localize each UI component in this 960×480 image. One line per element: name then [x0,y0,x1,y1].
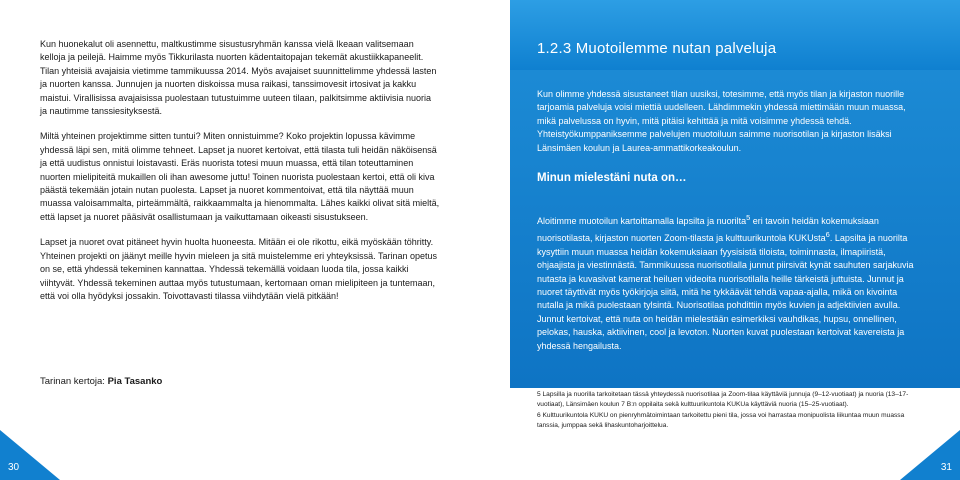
left-text-column [40,38,440,315]
right-text-column [537,88,917,167]
p2-part-b: eri tavoin heidän kokemuksiaan nuorisotilasta, kirjaston nuorten Zoom-tilasta ja kulttuurikuntola KUKUsta [537,216,879,244]
footnote-6: 6 Kulttuurikuntola KUKU on pienryhmätoimintaan tarkoitettu pieni tila, jossa voi harrastaa monipuolista liikuntaa muun muassa tanssia, jumppaa sekä lihaskuntoharjoittelua. [537,412,905,429]
page-number-right: 31 [940,462,952,473]
right-text-column-2 [537,202,917,362]
right-paragraph-2 [537,211,917,353]
page-number-left: 30 [8,462,20,473]
footnote-5: 5 Lapsilla ja nuorilla tarkoitetaan tässä yhteydessä nuorisotilaa ja Zoom-tilaa käyttäviä junnuja (9–12-vuotiaat) ja nuoria (13–17-vuotiaat), Länsimäen koulun 7 B:n oppilaita sekä kulttuurikuntola KUKUa käyttäviä nuoria (15–25-vuotiaat). [537,391,909,408]
right-page [480,0,960,480]
teller-label: Tarinan kertoja: [40,376,105,387]
left-paragraph-3: Lapset ja nuoret ovat pitäneet hyvin huolta huoneesta. Mitään ei ole rikottu, eikä myöskään töhritty. Yhteinen projekti on jäänyt meille hyvin mieleen ja sitä muistelemme eri yhteyksissä. Tarinan opetus on se, että yhdessä tekeminen kannattaa. Yhdessä tekemällä voidaan luoda tila, jossa kaikki viihtyvät. Yhdessä tekeminen auttaa myös tutustumaan, kertomaan oman mielipiteen ja tuntemaan, että voi olla hyödyksi jossakin. Toivottavasti tilassa viihdytään vielä pitkään! [40,237,438,301]
right-paragraph-1: Kun olimme yhdessä sisustaneet tilan uusiksi, totesimme, että myös tilan ja kirjaston nuorille tarjoamia palveluja voisi miettiä uudelleen. Lähdimmekin yhdessä miettimään muun muassa, mikä palvelussa on hyvin, mitä pitäisi kehittää ja mitä voisimme yhdessä tehdä. Yhteistyökumppaniksemme palvelujen muotoiluun saimme nuorisotilan ja kirjaston lisäksi Länsimäen koulun ja Laurea-ammattikorkeakoulun. [537,89,906,153]
section-header-band [510,0,960,70]
left-paragraph-1: Kun huonekalut oli asennettu, maltkustimme sisustusryhmän kanssa vielä Ikeaan valitsemaan kelloja ja peilejä. Haimme myös Tikkurilasta nuorten kädentaitopajan tekemät akustiikkapaneelit. Tilan yhteisiä avajaisia vietimme tammikuussa 2014. Myös avajaiset suunnittelimme yhdessä lasten ja nuorten kanssa. Junnujen ja nuorten diskoissa musa raikasi, tanssimovesit irtosivat ja kakku maistui. Virallisissa avajaisissa puolestaan tutustuimme uuteen tilaan, palkitsimme aktiivisia nuoria ja nautimme tanssiesityksestä. [40,39,437,117]
p2-part-c: . Lapsilta ja nuorilta kysyttiin muun muassa heidän kokemuksiaan fyysisistä tiloista, toiminnasta, ilmapiiristä, ohjaajista ja viestinnästä. Tammikuussa nuorisotilalla junnut piirsivät kynät sauhuten sarjakuvia nutasta ja kuvasivat kamerat heiluen videoita nuorisotilalla heille tärkeistä juttuista. Junnut ja nuoret täyttivät myös työkirjoja siitä, mitä he tykkäävät tehdä vapaa-ajalla, mikä on kivointa nutalla ja mikä puolestaan tylsintä. Nuorisotilaa pohdittiin myös kuvien ja adjektiivien avulla. Junnut kertoivat, että nuta on heidän mielestään esimerkiksi vauhdikas, hupsu, onnellinen, pelokas, hauska, aktiivinen, cool ja levoton. Nuorten kuvat puolestaan kertoivat kavereista ja yhdessä hengailusta. [537,233,914,351]
sub-heading: Minun mielestäni nuta on… [537,172,687,184]
p2-part-a: Aloitimme muotoilun kartoittamalla lapsilta ja nuorilta [537,216,747,226]
story-teller [40,376,162,387]
footnote-ref-6: 6 [825,230,830,240]
left-paragraph-2: Miltä yhteinen projektimme sitten tuntui? Miten onnistuimme? Koko projektin lopussa kävimme yhdessä läpi sen, mitä olimme tehneet. Lapset ja nuoret kertoivat, että tilasta tuli heidän näköisensä ja että uudistus onnistui loistavasti. Eräs nuorista totesi muun muassa, että tilan toteuttaminen nuorten mielipiteitä mukaillen oli ihan awesome juttu! Toinen nuorista puolestaan kertoi, että oli kiva päästä tekemään jotain nutan puolesta. Lapset ja nuoret kommentoivat, että tila näyttää muun muassa valoisammalta, pirteämmältä, raikkaammalta ja hienommalta. Lähes kaikki olivat sitä mieltä, että lapset ja nuoret pääsivät osallistumaan ja vaikuttamaan oikeasti sisustukseen. [40,131,440,222]
footnotes [537,390,917,432]
footnote-ref-5: 5 [746,213,751,222]
section-title: 1.2.3 Muotoilemme nutan palveluja [537,40,777,57]
teller-name: Pia Tasanko [107,376,163,387]
